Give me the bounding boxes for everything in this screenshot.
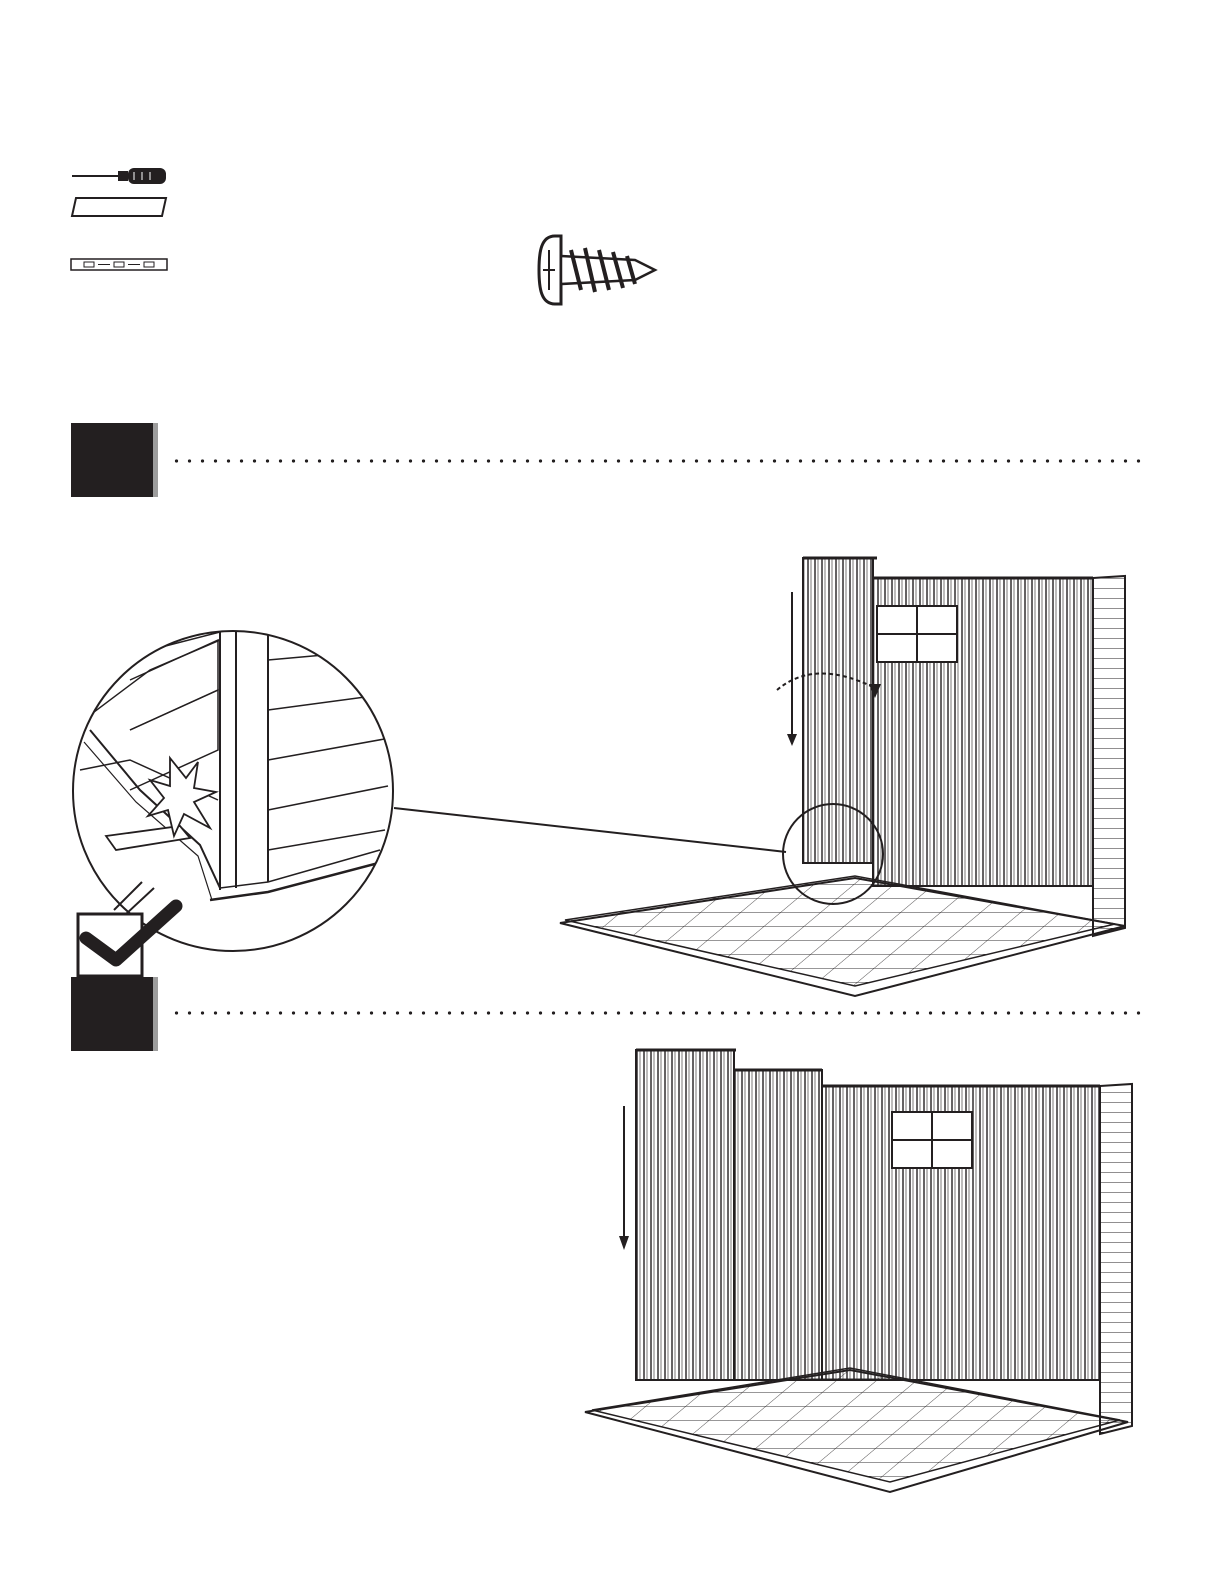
inserted-panel xyxy=(803,558,873,863)
shim-board-icon xyxy=(70,196,170,218)
left-panel-2 xyxy=(636,1050,734,1380)
screwdriver-icon xyxy=(70,166,170,186)
step-1-illustration xyxy=(555,548,1135,1003)
screw-icon xyxy=(535,232,659,308)
checkmark-icon xyxy=(74,880,184,980)
step-2-number-box xyxy=(71,977,153,1051)
side-wall xyxy=(1100,1084,1132,1434)
detail-connector xyxy=(390,800,790,860)
step-2-illustration xyxy=(580,1042,1140,1502)
step-2-divider xyxy=(170,1010,1145,1016)
step-1-number-box xyxy=(71,423,153,497)
side-wall xyxy=(1093,576,1125,936)
left-panel-1 xyxy=(734,1070,822,1380)
tools-list xyxy=(68,160,178,280)
level-icon xyxy=(70,258,170,272)
step-1-divider xyxy=(170,458,1145,464)
